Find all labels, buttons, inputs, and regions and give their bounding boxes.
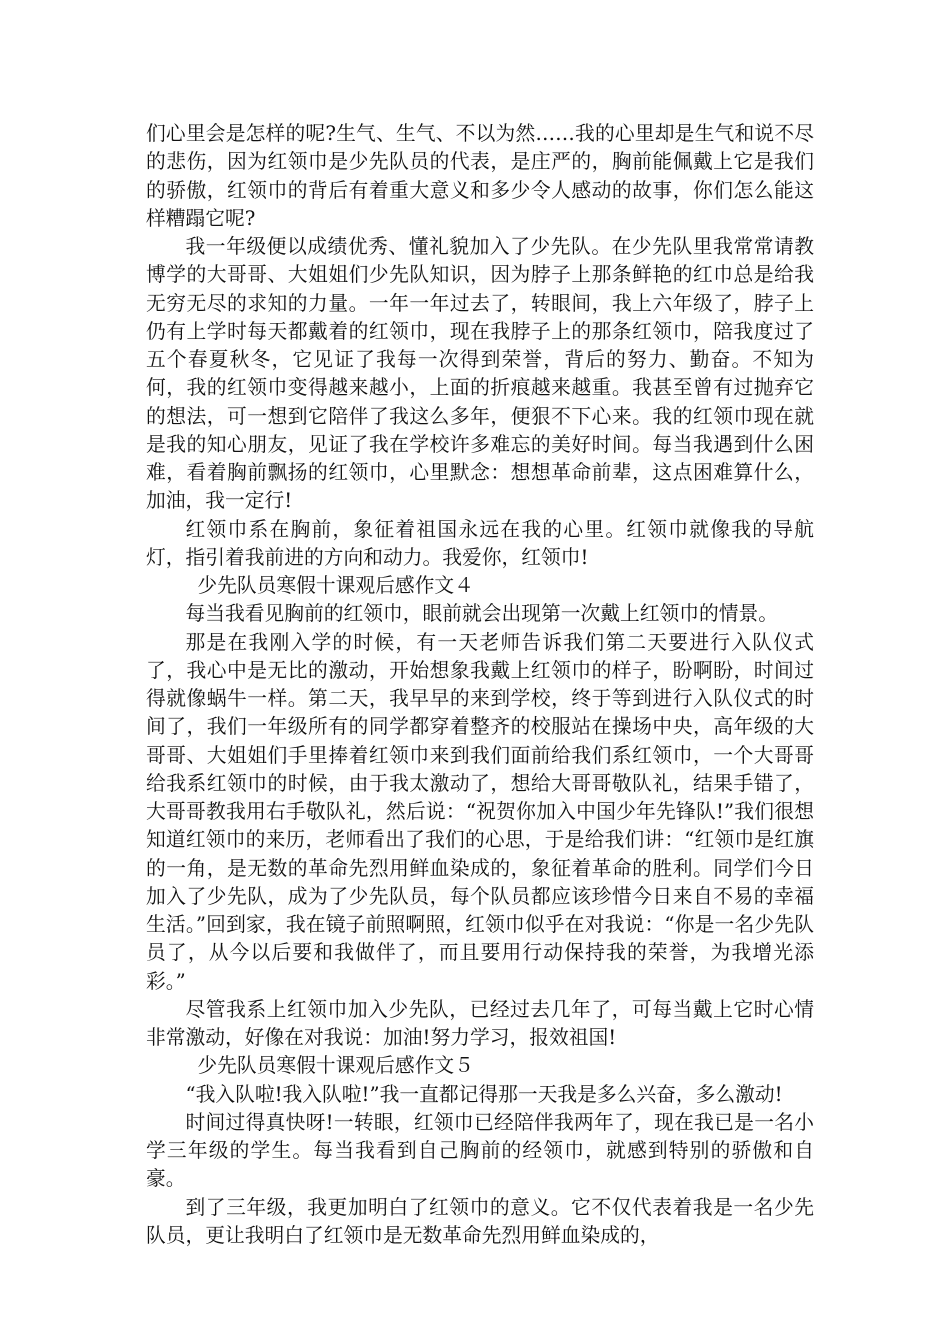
essay-title: 少先队员寒假十课观后感作文４ <box>197 574 474 597</box>
paragraph: 时间过得真快呀!一转眼，红领巾已经陪伴我两年了，现在我已是一名小学三年级的学生。每当我看到自己胸前的经领巾，就感到特别的骄傲和自豪。 <box>146 1110 814 1191</box>
paragraph: 我一年级便以成绩优秀、懂礼貌加入了少先队。在少先队里我常常请教博学的大哥哥、大姐姐们少先队知识，因为脖子上那条鲜艳的红巾总是给我无穷无尽的求知的力量。一年一年过去了，转眼间，我上六年级了，脖子上仍有上学时每天都戴着的红领巾，现在我脖子上的那条红领巾，陪我度过了五个春夏秋冬，它见证了我每一次得到荣誉，背后的努力、勤奋。不知为何，我的红领巾变得越来越小，上面的折痕越来越重。我甚至曾有过抛弃它的想法，可一想到它陪伴了我这么多年，便狠不下心来。我的红领巾现在就是我的知心朋友，见证了我在学校许多难忘的美好时间。每当我遇到什么困难，看着胸前飘扬的红领巾，心里默念：想想革命前辈，这点困难算什么，加油，我一定行! <box>146 235 814 513</box>
paragraph: 尽管我系上红领巾加入少先队，已经过去几年了，可每当戴上它时心情非常激动，好像在对我说：加油!努力学习，报效祖国! <box>146 997 814 1049</box>
paragraph-continued: 们心里会是怎样的呢?生气、生气、不以为然……我的心里却是生气和说不尽的悲伤，因为红领巾是少先队员的代表，是庄严的，胸前能佩戴上它是我们的骄傲，红领巾的背后有着重大意义和多少令人感动的故事，你们怎么能这样糟蹋它呢? <box>146 122 814 230</box>
paragraph: “我入队啦!我入队啦!”我一直都记得那一天我是多么兴奋，多么激动! <box>185 1082 783 1106</box>
paragraph: 红领巾系在胸前，象征着祖国永远在我的心里。红领巾就像我的导航灯，指引着我前进的方向和动力。我爱你，红领巾! <box>146 517 814 569</box>
document-body <box>146 120 814 1250</box>
paragraph: 那是在我刚入学的时候，有一天老师告诉我们第二天要进行入队仪式了，我心中是无比的激动，开始想象我戴上红领巾的样子，盼啊盼，时间过得就像蜗牛一样。第二天，我早早的来到学校，终于等到进行入队仪式的时间了，我们一年级所有的同学都穿着整齐的校服站在操场中央，高年级的大哥哥、大姐姐们手里捧着红领巾来到我们面前给我们系红领巾，一个大哥哥给我系红领巾的时候，由于我太激动了，想给大哥哥敬队礼，结果手错了，大哥哥教我用右手敬队礼，然后说：“祝贺你加入中国少年先锋队!”我们很想知道红领巾的来历，老师看出了我们的心思，于是给我们讲：“红领巾是红旗的一角，是无数的革命先烈用鲜血染成的，象征着革命的胜利。同学们今日加入了少先队，成为了少先队员，每个队员都应该珍惜今日来自不易的幸福生活。”回到家，我在镜子前照啊照，红领巾似乎在对我说：“你是一名少先队员了，从今以后要和我做伴了，而且要用行动保持我的荣誉，为我增光添彩。” <box>146 630 814 993</box>
paragraph: 每当我看见胸前的红领巾，眼前就会出现第一次戴上红领巾的情景。 <box>185 602 779 626</box>
essay-title: 少先队员寒假十课观后感作文５ <box>197 1054 474 1078</box>
paragraph: 到了三年级，我更加明白了红领巾的意义。它不仅代表着我是一名少先队员，更让我明白了红领巾是无数革命先烈用鲜血染成的， <box>146 1195 814 1247</box>
